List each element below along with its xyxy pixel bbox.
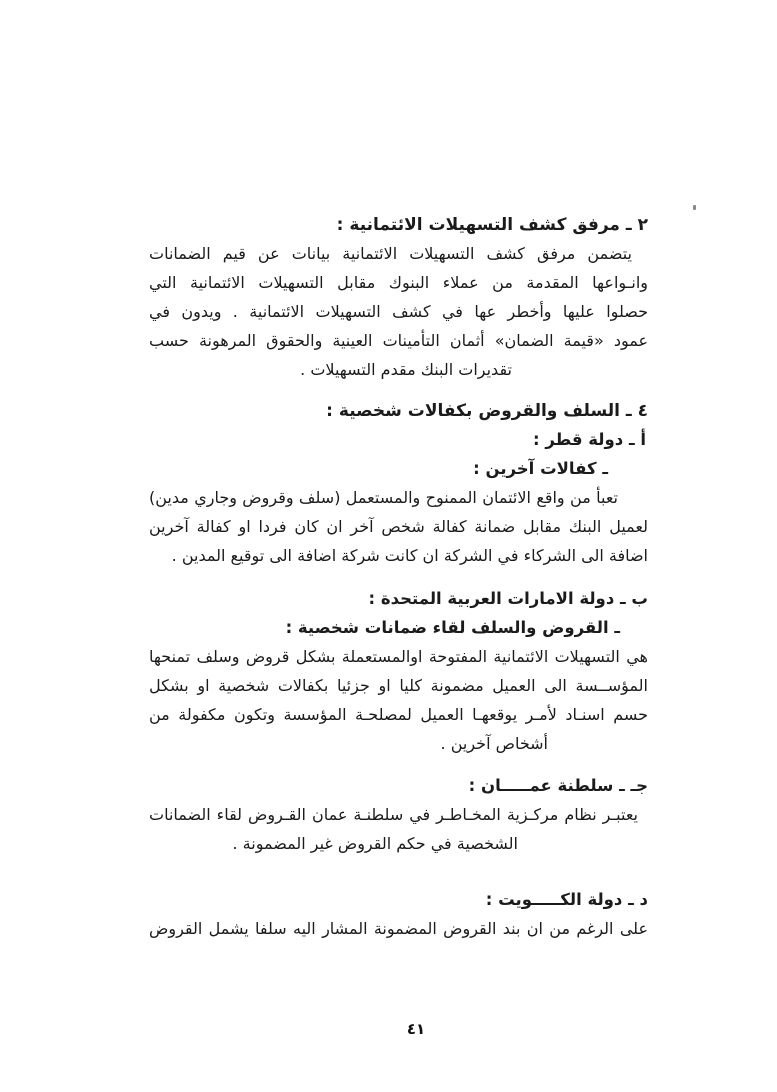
oman-heading: جـ ـ سلطنة عمـــــان :: [468, 776, 648, 795]
page-content: [149, 212, 648, 943]
section-4-heading: ٤ ـ السلف والقروض بكفالات شخصية :: [326, 401, 648, 421]
text-line: وانـواعها المقدمة من عملاء البنوك مقابل التسهيلات الائتمانية التي: [149, 273, 648, 292]
text-line: تقديرات البنك مقدم التسهيلات .: [300, 360, 512, 379]
uae-paragraph: [149, 642, 648, 758]
scan-artifact-dot: [693, 205, 696, 210]
section-2-heading: ٢ ـ مرفق كشف التسهيلات الائتمانية :: [336, 215, 648, 235]
text-line: يتضمن مرفق كشف التسهيلات الائتمانية بيانات عن قيم الضمانات: [149, 244, 632, 263]
text-line: على الرغم من ان بند القروض المضمونة المشار اليه سلفا يشمل القروض: [149, 919, 648, 938]
section-loans-personal-guarantees: [149, 398, 648, 943]
uae-heading: ب ـ دولة الامارات العربية المتحدة :: [368, 589, 648, 608]
subsection-oman: [149, 771, 648, 858]
qatar-paragraph: [149, 483, 648, 570]
qatar-subheading: ـ كفالات آخرين :: [473, 459, 608, 478]
text-line: الشخصية في حكم القروض غير المضمونة .: [232, 834, 518, 853]
section-2-paragraph: [149, 239, 648, 384]
text-line: اضافة الى الشركاء في الشركة ان كانت شركة اضافة الى توقيع المدين .: [171, 546, 648, 565]
text-line: هي التسهيلات الائتمانية المفتوحة اوالمستعملة بشكل قروض وسلف تمنحها: [149, 647, 648, 666]
kuwait-paragraph: [149, 914, 648, 943]
subsection-kuwait: [149, 885, 648, 943]
kuwait-heading: د ـ دولة الكـــــويت :: [485, 890, 648, 909]
text-line: تعبأ من واقع الائتمان الممنوح والمستعمل (سلف وقروض وجاري مدين): [149, 488, 618, 507]
oman-paragraph: [149, 800, 648, 858]
text-line: لعميل البنك مقابل ضمانة كفالة شخص آخر ان كان فردا او كفالة آخرين: [149, 517, 648, 536]
text-line: حسم اسنـاد لأمـر يوقعهـا العميل لمصلحـة المؤسسة وتكون مكفولة من: [149, 705, 648, 724]
text-line: المؤســسة الى العميل مضمونة كليا او جزئيا بكفالات شخصية او بشكل: [149, 676, 648, 695]
subsection-uae: [149, 584, 648, 758]
qatar-heading: أ ـ دولة قطر :: [533, 430, 646, 449]
text-line: حصلوا عليها وأخطر عها في كشف التسهيلات الائتمانية . ويدون في: [149, 302, 648, 321]
subsection-qatar: [149, 425, 648, 570]
uae-subheading: ـ القروض والسلف لقاء ضمانات شخصية :: [285, 618, 620, 637]
text-line: عمود «قيمة الضمان» أثمان التأمينات العينية والحقوق المرهونة حسب: [149, 331, 648, 350]
text-line: أشخاص آخرين .: [440, 734, 548, 753]
section-credit-facilities-annex: [149, 212, 648, 384]
page-number: ٤١: [406, 1020, 426, 1038]
text-line: يعتبـر نظام مركـزية المخـاطـر في سلطنـة عمان القـروض لقاء الضمانات: [149, 805, 638, 824]
